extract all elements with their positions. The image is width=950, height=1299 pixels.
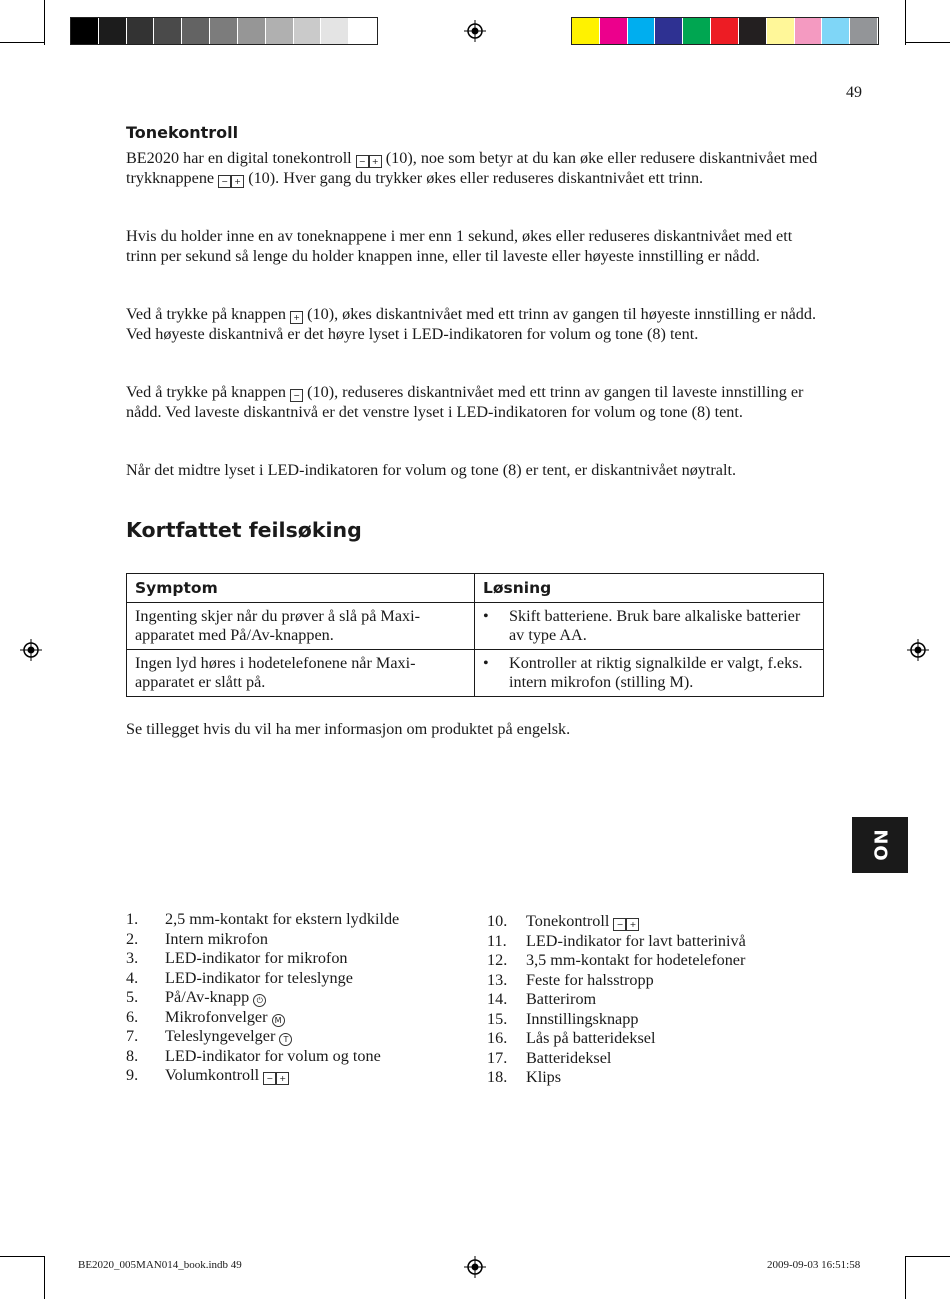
legend-label: [526, 990, 596, 1010]
legend-number: 7.: [126, 1027, 139, 1045]
parts-legend-right: [487, 912, 746, 1088]
bullet: •: [483, 606, 489, 625]
footer-timestamp: 2009-09-03 16:51:58: [767, 1259, 861, 1271]
legend-item: [126, 969, 399, 989]
color-swatch: [600, 18, 628, 44]
legend-text: Volumkontroll: [165, 1066, 260, 1084]
color-swatch: [99, 18, 127, 44]
text: (10), noe som betyr at du kan øke eller redusere diskantnivået med trykknappene: [126, 149, 818, 187]
section-heading-troubleshooting: Kortfattet feilsøking: [126, 518, 362, 542]
legend-text: Batterideksel: [526, 1048, 612, 1067]
legend-item: [126, 1027, 399, 1047]
tone-down-icon: −: [290, 389, 303, 402]
legend-label: [165, 930, 268, 950]
solution-cell: [475, 602, 824, 649]
troubleshooting-table: [126, 573, 824, 697]
legend-label: [165, 949, 348, 969]
legend-label: [526, 932, 746, 952]
text: Ved å trykke på knappen: [126, 305, 291, 323]
text: BE2020 har en digital tonekontroll: [126, 149, 356, 167]
legend-label: [526, 971, 654, 991]
power-icon: ⏻: [253, 994, 266, 1007]
color-swatch: [321, 18, 349, 44]
table-row: [127, 649, 824, 696]
appendix-note: Se tillegget hvis du vil ha mer informasjon om produktet på engelsk.: [126, 720, 571, 738]
legend-text: Teleslyngevelger: [165, 1027, 276, 1045]
language-code: NO: [869, 828, 891, 862]
crop-mark: [0, 42, 45, 43]
legend-item: [126, 910, 399, 930]
legend-item: [487, 971, 746, 991]
paragraph: [126, 383, 826, 422]
color-swatch: [294, 18, 322, 44]
legend-text: LED-indikator for teleslynge: [165, 968, 353, 987]
color-swatch: [154, 18, 182, 44]
telecoil-icon: T: [279, 1033, 292, 1046]
legend-label: [165, 1066, 289, 1086]
solution-text: Skift batteriene. Bruk bare alkaliske batterier av type AA.: [509, 606, 801, 644]
paragraph: Hvis du holder inne en av toneknappene i mer enn 1 sekund, økes eller reduseres diskantnivået med ett trinn per sekund så lenge du holder knappen inne, eller til laveste eller høyeste innstilling er nådd.: [126, 227, 793, 265]
column-header-symptom: Symptom: [127, 574, 475, 603]
paragraph: [126, 305, 826, 344]
grayscale-bar: [70, 17, 378, 45]
color-swatch: [127, 18, 155, 44]
legend-item: [126, 1066, 399, 1086]
volume-down-icon: −: [263, 1072, 276, 1085]
legend-label: [526, 1029, 655, 1049]
legend-text: Batterirom: [526, 990, 597, 1008]
color-swatch: [572, 18, 600, 44]
legend-label: [165, 988, 266, 1008]
legend-number: 6.: [126, 1007, 139, 1026]
legend-number: 1.: [126, 910, 139, 928]
legend-label: [526, 912, 639, 932]
language-tab: [852, 817, 908, 873]
symptom-cell: Ingen lyd høres i hodetelefonene når Maxiapparatet er slått på.: [127, 649, 475, 696]
volume-up-icon: +: [276, 1072, 289, 1085]
section-heading-tone: Tonekontroll: [126, 123, 239, 142]
tone-up-icon: +: [290, 311, 303, 324]
registration-mark-icon: [464, 1256, 486, 1278]
legend-number: 13.: [487, 970, 508, 989]
legend-label: [165, 1008, 285, 1028]
footer-file: BE2020_005MAN014_book.indb 49: [78, 1259, 242, 1271]
legend-text: Feste for halsstropp: [526, 970, 654, 989]
legend-item: [487, 1068, 746, 1088]
legend-number: 17.: [487, 1048, 508, 1067]
legend-label: [165, 1027, 292, 1047]
legend-text: 3,5 mm-kontakt for hodetelefoner: [526, 951, 746, 969]
solution-cell: [475, 649, 824, 696]
legend-number: 15.: [487, 1009, 508, 1028]
legend-item: [487, 1010, 746, 1030]
legend-item: [126, 949, 399, 969]
color-bar: [571, 17, 879, 45]
color-swatch: [210, 18, 238, 44]
legend-text: På/Av-knapp: [165, 988, 250, 1006]
crop-mark: [905, 1256, 906, 1299]
legend-text: 2,5 mm-kontakt for ekstern lydkilde: [165, 910, 400, 928]
table-row: [127, 602, 824, 649]
color-swatch: [238, 18, 266, 44]
legend-item: [126, 930, 399, 950]
color-swatch: [711, 18, 739, 44]
legend-number: 9.: [126, 1066, 139, 1084]
legend-item: [487, 912, 746, 932]
tone-up-icon: +: [231, 175, 244, 188]
solution-text: Kontroller at riktig signalkilde er valgt, f.eks. intern mikrofon (stilling M).: [509, 653, 803, 691]
legend-item: [126, 988, 399, 1008]
crop-mark: [905, 0, 906, 45]
tone-down-icon: −: [356, 155, 369, 168]
legend-number: 8.: [126, 1046, 139, 1065]
legend-text: Tonekontroll: [526, 912, 610, 930]
color-swatch: [182, 18, 210, 44]
registration-mark-icon: [464, 20, 486, 42]
legend-number: 5.: [126, 988, 139, 1006]
legend-number: 3.: [126, 949, 139, 967]
color-swatch: [795, 18, 823, 44]
text: (10), reduseres diskantnivået med ett trinn av gangen til laveste innstilling er nådd. Ved laveste diskantnivå er det venstre lyset i LED-indikatoren for volum og tone (8) tent.: [126, 383, 804, 421]
tone-up-icon: +: [369, 155, 382, 168]
legend-text: Klips: [526, 1068, 562, 1086]
color-swatch: [628, 18, 656, 44]
legend-label: [526, 1068, 561, 1088]
symptom-cell: Ingenting skjer når du prøver å slå på Maxiapparatet med På/Av-knappen.: [127, 602, 475, 649]
color-swatch: [266, 18, 294, 44]
color-swatch: [739, 18, 767, 44]
legend-text: LED-indikator for mikrofon: [165, 949, 348, 967]
column-header-solution: Løsning: [475, 574, 824, 603]
color-swatch: [850, 18, 878, 44]
color-swatch: [71, 18, 99, 44]
paragraph: [126, 149, 826, 188]
legend-text: LED-indikator for volum og tone: [165, 1046, 381, 1065]
text: (10), økes diskantnivået med ett trinn av gangen til høyeste innstilling er nådd. Ved høyeste diskantnivå er det høyre lyset i LED-indikatoren for volum og tone (8) tent.: [126, 305, 817, 343]
paragraph: Når det midtre lyset i LED-indikatoren for volum og tone (8) er tent, er diskantnivået nøytralt.: [126, 461, 737, 479]
legend-label: [165, 1047, 381, 1067]
tone-down-icon: −: [613, 918, 626, 931]
legend-label: [526, 1049, 611, 1069]
legend-item: [126, 1047, 399, 1067]
parts-legend-left: [126, 910, 399, 1086]
legend-number: 16.: [487, 1029, 508, 1047]
tone-up-icon: +: [626, 918, 639, 931]
page-number: 49: [846, 84, 862, 101]
legend-number: 4.: [126, 968, 139, 987]
legend-label: [526, 1010, 638, 1030]
legend-text: Innstillingsknapp: [526, 1009, 639, 1028]
color-swatch: [767, 18, 795, 44]
crop-mark: [44, 1256, 45, 1299]
legend-text: Intern mikrofon: [165, 929, 268, 948]
legend-item: [487, 932, 746, 952]
legend-number: 10.: [487, 912, 508, 930]
text: (10). Hver gang du trykker økes eller reduseres diskantnivået ett trinn.: [244, 168, 704, 187]
registration-mark-icon: [20, 639, 42, 661]
legend-number: 18.: [487, 1068, 508, 1086]
registration-mark-icon: [907, 639, 929, 661]
legend-label: [526, 951, 745, 971]
legend-number: 12.: [487, 951, 508, 969]
crop-mark: [905, 1256, 950, 1257]
legend-text: Lås på batterideksel: [526, 1029, 656, 1047]
tone-down-icon: −: [218, 175, 231, 188]
crop-mark: [0, 1256, 45, 1257]
legend-label: [165, 910, 399, 930]
legend-item: [126, 1008, 399, 1028]
legend-item: [487, 951, 746, 971]
color-swatch: [349, 18, 377, 44]
mic-icon: M: [272, 1014, 285, 1027]
legend-label: [165, 969, 353, 989]
color-swatch: [683, 18, 711, 44]
legend-item: [487, 1029, 746, 1049]
color-swatch: [655, 18, 683, 44]
crop-mark: [44, 0, 45, 45]
legend-number: 14.: [487, 990, 508, 1008]
legend-text: Mikrofonvelger: [165, 1007, 268, 1026]
crop-mark: [905, 42, 950, 43]
legend-number: 2.: [126, 929, 139, 948]
color-swatch: [822, 18, 850, 44]
legend-item: [487, 1049, 746, 1069]
table-header-row: [127, 574, 824, 603]
legend-item: [487, 990, 746, 1010]
bullet: •: [483, 653, 489, 672]
legend-text: LED-indikator for lavt batterinivå: [526, 931, 746, 950]
legend-number: 11.: [487, 931, 507, 950]
text: Ved å trykke på knappen: [126, 383, 291, 401]
